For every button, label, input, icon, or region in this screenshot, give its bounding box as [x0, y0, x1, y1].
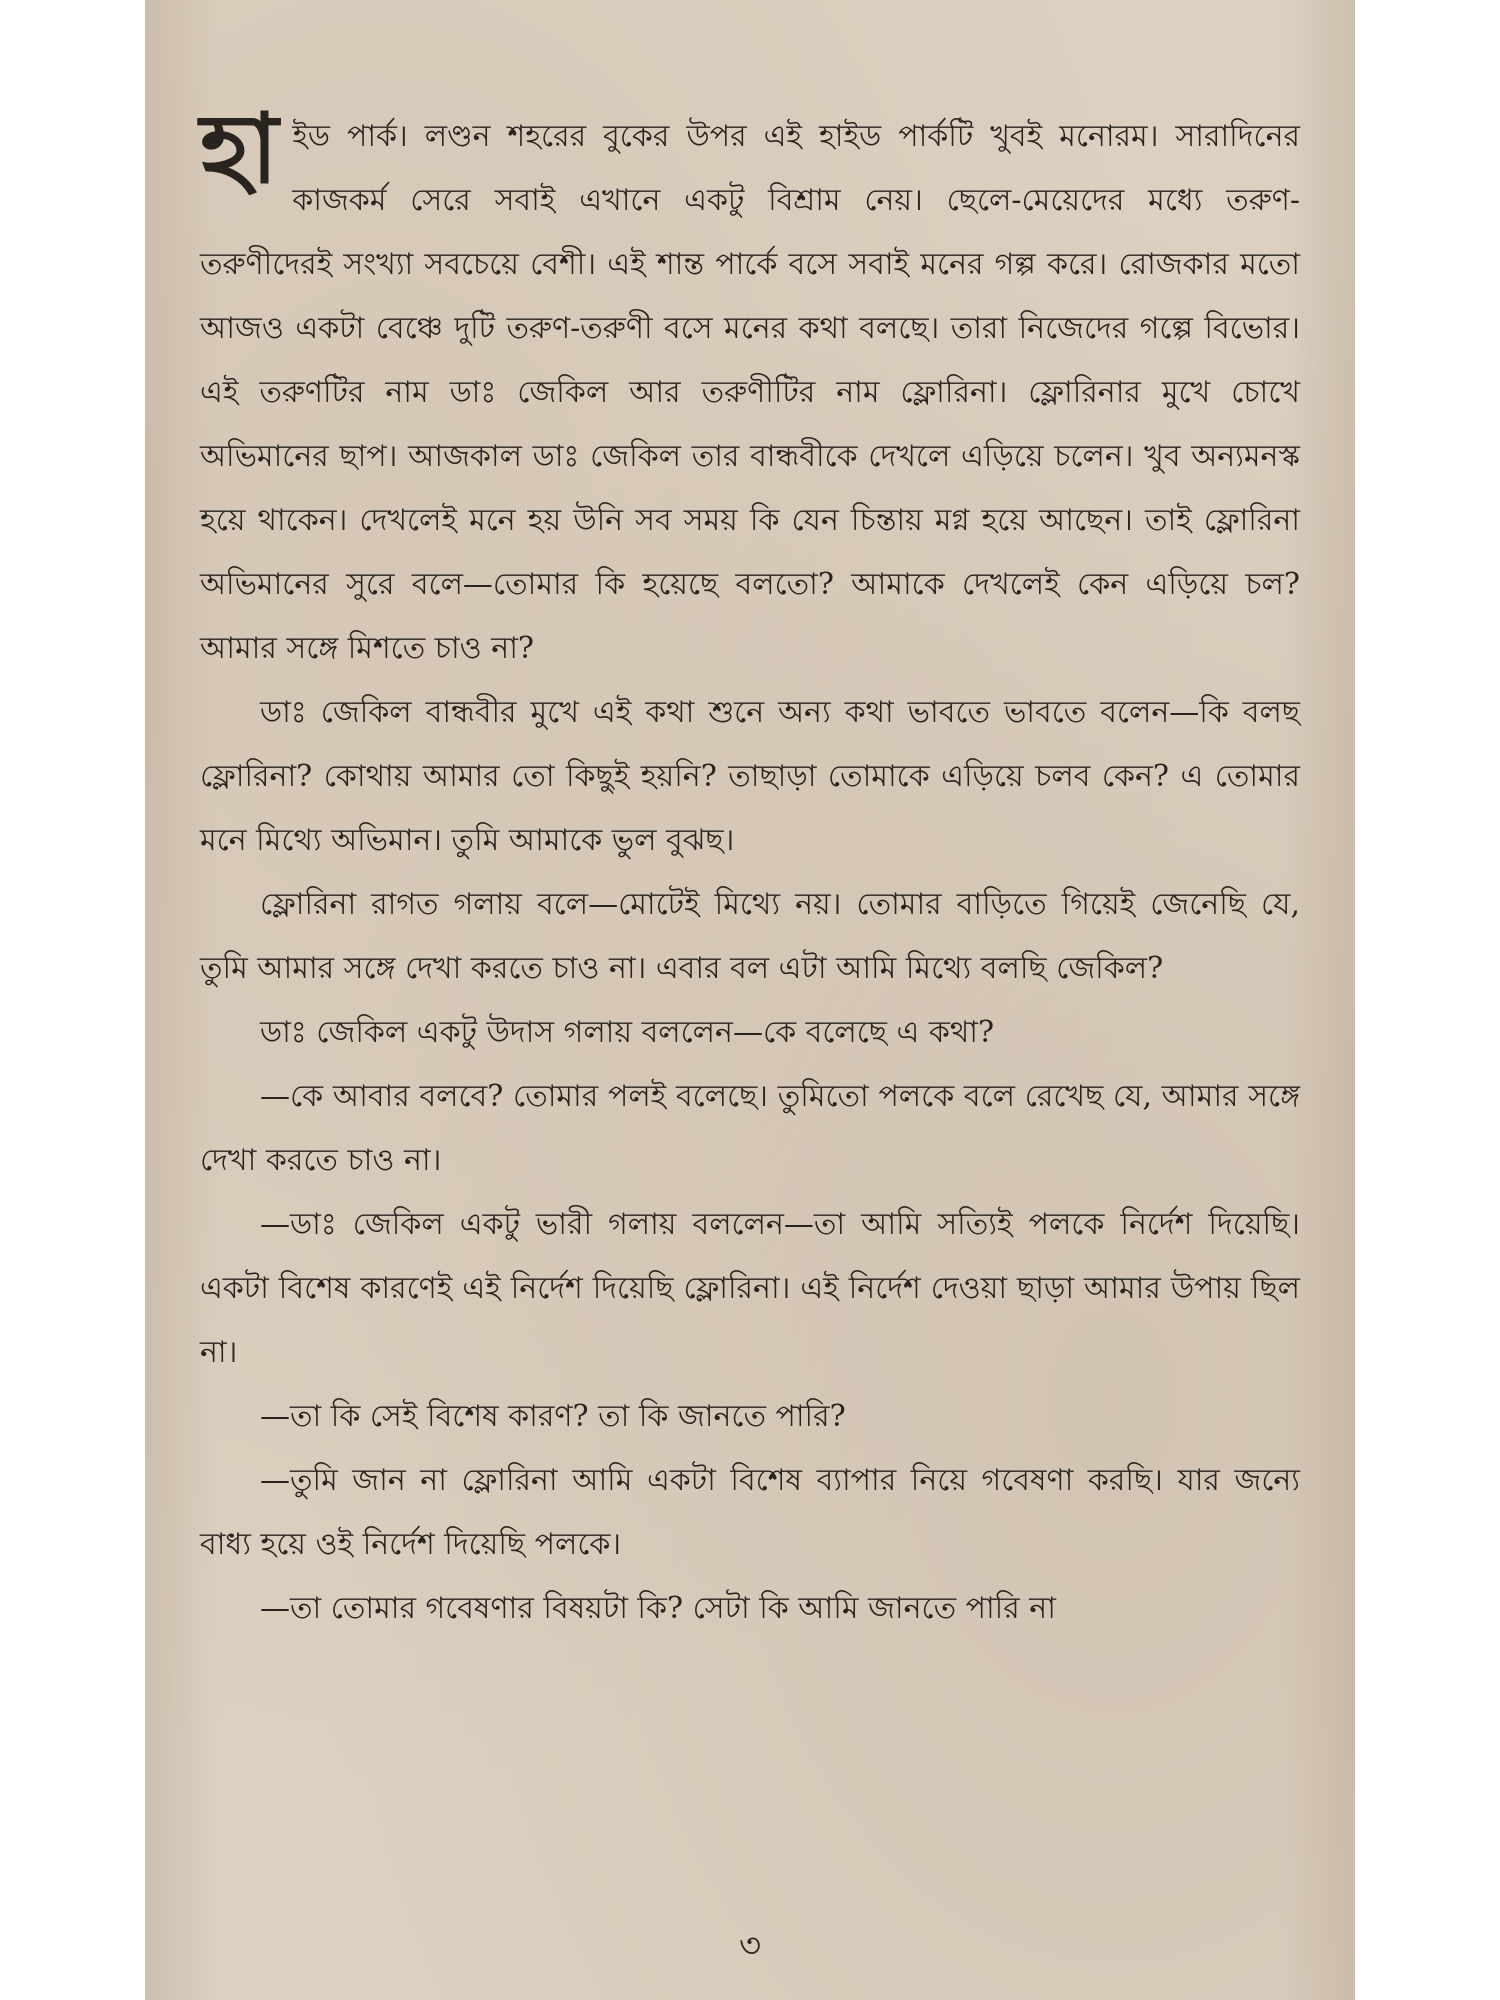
paragraph-3: ফ্লোরিনা রাগত গলায় বলে—মোটেই মিথ্যে নয়। তোমার বাড়িতে গিয়েই জেনেছি যে, তুমি আমার সঙ্গে দেখা করতে চাও না। এবার বল এটা আমি মিথ্যে বলছি জেকিল?: [200, 887, 1300, 986]
paragraph-4: ডাঃ জেকিল একটু উদাস গলায় বললেন—কে বলেছে এ কথা?: [260, 1015, 995, 1050]
book-page: [145, 0, 1355, 2000]
body-text: [200, 92, 1300, 1641]
drop-cap: হা: [200, 92, 279, 205]
paragraph-8: —তুমি জান না ফ্লোরিনা আমি একটা বিশেষ ব্যাপার নিয়ে গবেষণা করছি। যার জন্যে বাধ্য হয়ে ওই নির্দেশ দিয়েছি পলকে।: [200, 1463, 1300, 1562]
paragraph-1-text: ইড পার্ক। লণ্ডন শহরের বুকের উপর এই হাইড পার্কটি খুবই মনোরম। সারাদিনের কাজকর্ম সেরে সবাই এখানে একটু বিশ্রাম নেয়। ছেলে-মেয়েদের মধ্যে তরুণ-তরুণীদেরই সংখ্যা সবচেয়ে বেশী। এই শান্ত পার্কে বসে সবাই মনের গল্প করে। রোজকার মতো আজও একটা বেঞ্চে দুটি তরুণ-তরুণী বসে মনের কথা বলছে। তারা নিজেদের গল্পে বিভোর। এই তরুণটির নাম ডাঃ জেকিল আর তরুণীটির নাম ফ্লোরিনা। ফ্লোরিনার মুখে চোখে অভিমানের ছাপ। আজকাল ডাঃ জেকিল তার বান্ধবীকে দেখলে এড়িয়ে চলেন। খুব অন্যমনস্ক হয়ে থাকেন। দেখলেই মনে হয় উনি সব সময় কি যেন চিন্তায় মগ্ন হয়ে আছেন। তাই ফ্লোরিনা অভিমানের সুরে বলে—তোমার কি হয়েছে বলতো? আমাকে দেখলেই কেন এড়িয়ে চল? আমার সঙ্গে মিশতে চাও না?: [200, 119, 1300, 666]
paragraph-1: [200, 92, 1300, 681]
paragraph-9: —তা তোমার গবেষণার বিষয়টা কি? সেটা কি আমি জানতে পারি না: [260, 1591, 1056, 1626]
paragraph-7: —তা কি সেই বিশেষ কারণ? তা কি জানতে পারি?: [260, 1399, 846, 1434]
paragraph-2: ডাঃ জেকিল বান্ধবীর মুখে এই কথা শুনে অন্য কথা ভাবতে ভাবতে বলেন—কি বলছ ফ্লোরিনা? কোথায় আমার তো কিছুই হয়নি? তাছাড়া তোমাকে এড়িয়ে চলব কেন? এ তোমার মনে মিথ্যে অভিমান। তুমি আমাকে ভুল বুঝছ।: [200, 695, 1300, 858]
paragraph-6: —ডাঃ জেকিল একটু ভারী গলায় বললেন—তা আমি সত্যিই পলকে নির্দেশ দিয়েছি। একটা বিশেষ কারণেই এই নির্দেশ দিয়েছি ফ্লোরিনা। এই নির্দেশ দেওয়া ছাড়া আমার উপায় ছিল না।: [200, 1207, 1300, 1370]
paragraph-5: —কে আবার বলবে? তোমার পলই বলেছে। তুমিতো পলকে বলে রেখেছ যে, আমার সঙ্গে দেখা করতে চাও না।: [200, 1079, 1300, 1178]
page-number: ৩: [738, 1926, 762, 1966]
